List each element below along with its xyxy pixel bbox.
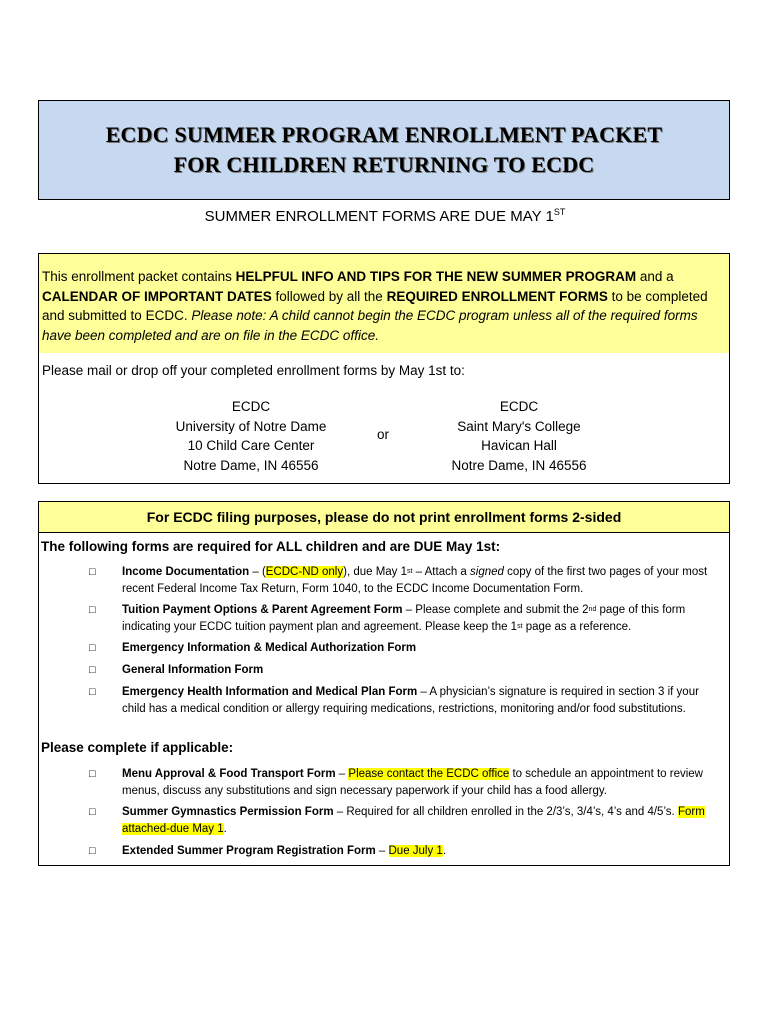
address-line: Havican Hall xyxy=(481,438,557,453)
form-desc: – ( xyxy=(249,566,266,578)
form-desc: copy of the first two pages of your most recent Federal Income Tax Return, Form 1040, to the ECDC Income Documentation Form. xyxy=(122,566,708,595)
form-desc: – Please complete and submit the 2 xyxy=(402,604,589,616)
form-item-text xyxy=(122,662,718,679)
optional-forms-title: Please complete if applicable: xyxy=(41,740,234,755)
superscript: st xyxy=(407,568,413,575)
address-line: Saint Mary's College xyxy=(457,418,581,434)
address-or: or xyxy=(377,427,390,442)
due-notice-sup: ST xyxy=(553,207,566,217)
checkbox[interactable]: □ xyxy=(89,768,96,780)
form-item-text xyxy=(122,564,718,598)
title-line-1: ECDC SUMMER PROGRAM ENROLLMENT PACKET xyxy=(105,122,663,147)
form-desc: page as a reference. xyxy=(522,621,632,633)
form-desc-italic: signed xyxy=(470,566,504,578)
address-line: ECDC xyxy=(499,399,539,414)
due-notice-text: SUMMER ENROLLMENT FORMS ARE DUE MAY 1 xyxy=(204,208,554,225)
address-notre-dame xyxy=(151,397,351,475)
checkbox[interactable]: □ xyxy=(89,806,96,818)
form-item-text xyxy=(122,640,718,657)
form-desc: to schedule an appointment to review menus, discuss any substitutions and sign necessary paperwork if your child has a food allergy. xyxy=(122,768,703,797)
title-banner xyxy=(38,100,730,200)
info-text-3: followed by all the xyxy=(271,288,387,304)
checkbox[interactable]: □ xyxy=(89,642,96,654)
highlight: Please contact the ECDC office xyxy=(348,768,510,780)
mail-instruction: Please mail or drop off your completed enrollment forms by May 1st to: xyxy=(42,363,465,378)
packet-info xyxy=(39,254,729,353)
info-bold-1: HELPFUL INFO AND TIPS FOR THE NEW SUMMER PROGRAM xyxy=(235,269,637,284)
required-forms-title: The following forms are required for ALL children and are DUE May 1st: xyxy=(41,539,501,554)
address-saint-marys xyxy=(419,397,619,475)
form-desc: – xyxy=(335,768,349,780)
form-name: Menu Approval & Food Transport Form xyxy=(122,768,336,780)
form-desc: page of this form indicating your ECDC tuition payment plan and agreement. Please keep the 1 xyxy=(122,604,686,633)
info-text-2: and a xyxy=(636,269,674,284)
form-desc: ), due May 1 xyxy=(343,566,408,578)
info-box xyxy=(38,253,730,484)
form-name: Emergency Health Information and Medical Plan Form xyxy=(122,686,418,698)
form-item-text xyxy=(122,843,718,860)
due-notice xyxy=(0,208,770,225)
highlight: Due July 1 xyxy=(388,845,443,857)
info-note: Please note: A child cannot begin the ECDC program unless all of the required forms have been completed and are on file in the ECDC office. xyxy=(42,308,698,343)
form-name: Tuition Payment Options & Parent Agreement Form xyxy=(122,604,403,616)
filing-notice: For ECDC filing purposes, please do not print enrollment forms 2-sided xyxy=(39,502,729,533)
form-desc: – Attach a xyxy=(412,566,471,578)
address-line: Notre Dame, IN 46556 xyxy=(451,457,587,473)
address-line: Notre Dame, IN 46556 xyxy=(183,457,319,473)
form-name: Income Documentation xyxy=(122,566,250,578)
info-text-4: to be completed and submitted to ECDC. xyxy=(42,288,708,323)
checkbox[interactable]: □ xyxy=(89,686,96,698)
checkbox[interactable]: □ xyxy=(89,604,96,616)
checkbox[interactable]: □ xyxy=(89,566,96,578)
form-desc: . xyxy=(223,823,227,835)
form-name: General Information Form xyxy=(122,664,264,676)
form-name: Extended Summer Program Registration Form xyxy=(122,845,376,857)
form-name: Emergency Information & Medical Authorization Form xyxy=(122,642,417,654)
info-bold-2: CALENDAR OF IMPORTANT DATES xyxy=(42,288,272,304)
form-item-text xyxy=(122,602,718,636)
checkbox[interactable]: □ xyxy=(89,664,96,676)
superscript: st xyxy=(517,623,523,630)
checkbox[interactable]: □ xyxy=(89,845,96,857)
forms-box xyxy=(38,501,730,866)
info-bold-3: REQUIRED ENROLLMENT FORMS xyxy=(386,288,608,304)
superscript: nd xyxy=(588,606,597,613)
form-item-text xyxy=(122,684,718,718)
title-line-2: FOR CHILDREN RETURNING TO ECDC xyxy=(173,152,595,177)
form-item-text xyxy=(122,804,718,838)
form-desc: – Required for all children enrolled in the 2/3’s, 3/4’s, 4’s and 4/5’s. xyxy=(333,806,678,818)
address-line: University of Notre Dame xyxy=(175,418,327,434)
highlight: Form attached-due May 1 xyxy=(122,806,705,835)
highlight: ECDC-ND only xyxy=(265,566,344,578)
address-line: ECDC xyxy=(231,399,271,414)
info-text-1: This enrollment packet contains xyxy=(42,269,236,284)
form-desc: – A physician’s signature is required in section 3 if your child has a medical condition or allergy requiring medications, restrictions, monitoring and/or food substitutions. xyxy=(122,686,699,715)
form-desc: . xyxy=(442,845,447,857)
form-name: Summer Gymnastics Permission Form xyxy=(122,806,334,818)
form-desc: – xyxy=(375,845,389,857)
address-line: 10 Child Care Center xyxy=(187,438,315,453)
form-item-text xyxy=(122,766,718,800)
